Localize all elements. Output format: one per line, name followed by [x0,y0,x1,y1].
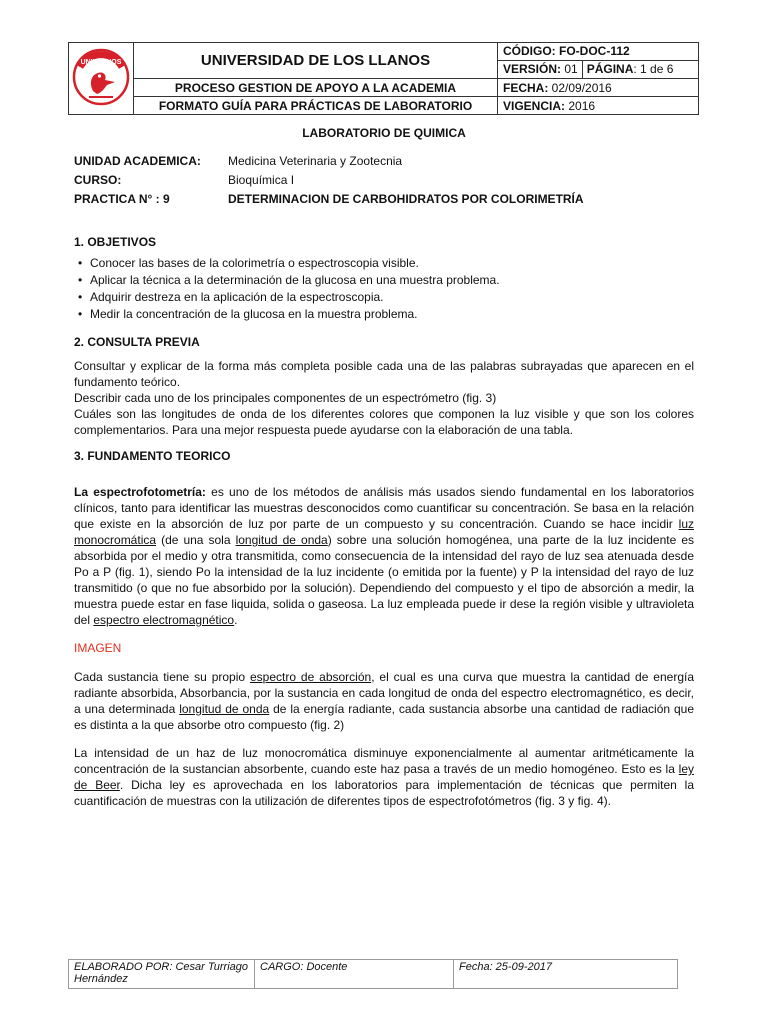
vigencia-label: VIGENCIA: [503,98,566,113]
consulta-p3: Cuáles son las longitudes de onda de los diferentes colores que componen la luz visible y que son los colores complementarios. Para una mejor respuesta puede ayudarse con la elaboración de una tabla. [74,407,694,437]
list-item: • Aplicar la técnica a la determinación de la glucosa en una muestra problema. [78,273,500,287]
pagina-value: : 1 de 6 [633,62,674,76]
list-item: • Adquirir destreza en la aplicación de la espectroscopia. [78,290,384,304]
image-placeholder-label: IMAGEN [74,641,122,655]
lab-title: LABORATORIO DE QUIMICA [302,126,466,140]
list-item: • Medir la concentración de la glucosa en la muestra problema. [78,307,418,321]
vigencia-value: 2016 [565,98,596,113]
header-table [68,42,699,115]
consulta-p1: Consultar y explicar de la forma más completa posible cada una de las palabras subrayadas que aparecen en el fundamento teórico. [74,359,694,389]
fundamento-heading: 3. FUNDAMENTO TEORICO [74,449,231,463]
list-item: • Conocer las bases de la colorimetría o espectroscopia visible. [78,256,419,270]
curso-label: CURSO: [74,172,122,187]
university-logo [69,43,134,115]
fecha-value: 02/09/2016 [548,80,612,95]
consulta-p2: Describir cada uno de los principales componentes de un espectrómetro (fig. 3) [74,391,497,405]
fundamento-p1: La espectrofotometría: es uno de los métodos de análisis más usados siendo fundamental en los laboratorios clínicos, tanto para identificar las muestras desconocidos como cuantificar su concentración. Se basa en la relación que existe en la absorción de luz por parte de un compuesto y su concentración. Cuando se hace incidir luz monocromática (de una sola longitud de onda) sobre una solución homogénea, una parte de la luz incidente es absorbida por el medio y otra transmitida, como consecuencia de la intensidad del rayo de luz sea atenuada desde Po a P (fig. 1), siendo Po la intensidad de la luz incidente (o emitida por la fuente) y P la intensidad del rayo de luz transmitido (o que no fue absorbido por la solución). Dependiendo del compuesto y el tipo de absorción a medir, la muestra puede estar en fase liquida, solida o gaseosa. La luz empleada puede ir dese la región visible y ultravioleta del espectro electromagnético. [74,485,694,627]
objetivos-heading: 1. OBJETIVOS [74,235,157,249]
consulta-heading: 2. CONSULTA PREVIA [74,335,200,349]
practica-value: DETERMINACION DE CARBOHIDRATOS POR COLORIMETRÍA [228,191,584,206]
curso-value: Bioquímica I [228,172,295,187]
fundamento-p2: Cada sustancia tiene su propio espectro de absorción, el cual es una curva que muestra la cantidad de energía radiante absorbida, Absorbancia, por la sustancia en cada longitud de onda del espectro electromagnético, es decir, a una determinada longitud de onda de la energía radiante, cada sustancia absorbe una cantidad de radiación que es distinta a la que absorbe otro compuesto (fig. 2) [74,670,695,732]
footer-table [68,959,678,989]
formato: FORMATO GUÍA PARA PRÁCTICAS DE LABORATORIO [134,97,498,115]
version-label: VERSIÓN: [503,62,562,76]
practica-label: PRACTICA N° : 9 [74,191,170,206]
pelican-logo-icon [71,47,131,107]
objetivos-list [78,255,500,323]
elaborado-por: ELABORADO POR: Cesar Turriago Hernández [69,960,255,989]
svg-text:UNILLANOS: UNILLANOS [80,59,122,66]
footer-fecha: Fecha: 25-09-2017 [454,960,678,989]
pagina-label: PÁGINA [586,62,634,76]
unidad-value: Medicina Veterinaria y Zootecnia [228,153,403,168]
unidad-label: UNIDAD ACADEMICA: [74,153,201,168]
cargo: CARGO: Docente [255,960,454,989]
fundamento-p3: La intensidad de un haz de luz monocromática disminuye exponencialmente al aumentar aritméticamente la concentración de la sustancian absorbente, cuando este haz pasa a través de un medio homogéneo. Esto es la ley de Beer. Dicha ley es aprovechada en los laboratorios para implementación de técnicas que permiten la cuantificación de muestras con la utilización de diferentes tipos de espectrofotómetros (fig. 3 y fig. 4). [74,746,694,808]
codigo: CÓDIGO: FO-DOC-112 [498,43,698,61]
fecha-label: FECHA: [503,80,549,95]
version-value: 01 [561,62,578,76]
consulta-paragraphs [74,358,694,438]
proceso: PROCESO GESTION DE APOYO A LA ACADEMIA [134,79,498,97]
course-info [74,151,584,208]
university-name: UNIVERSIDAD DE LOS LLANOS [134,43,498,79]
